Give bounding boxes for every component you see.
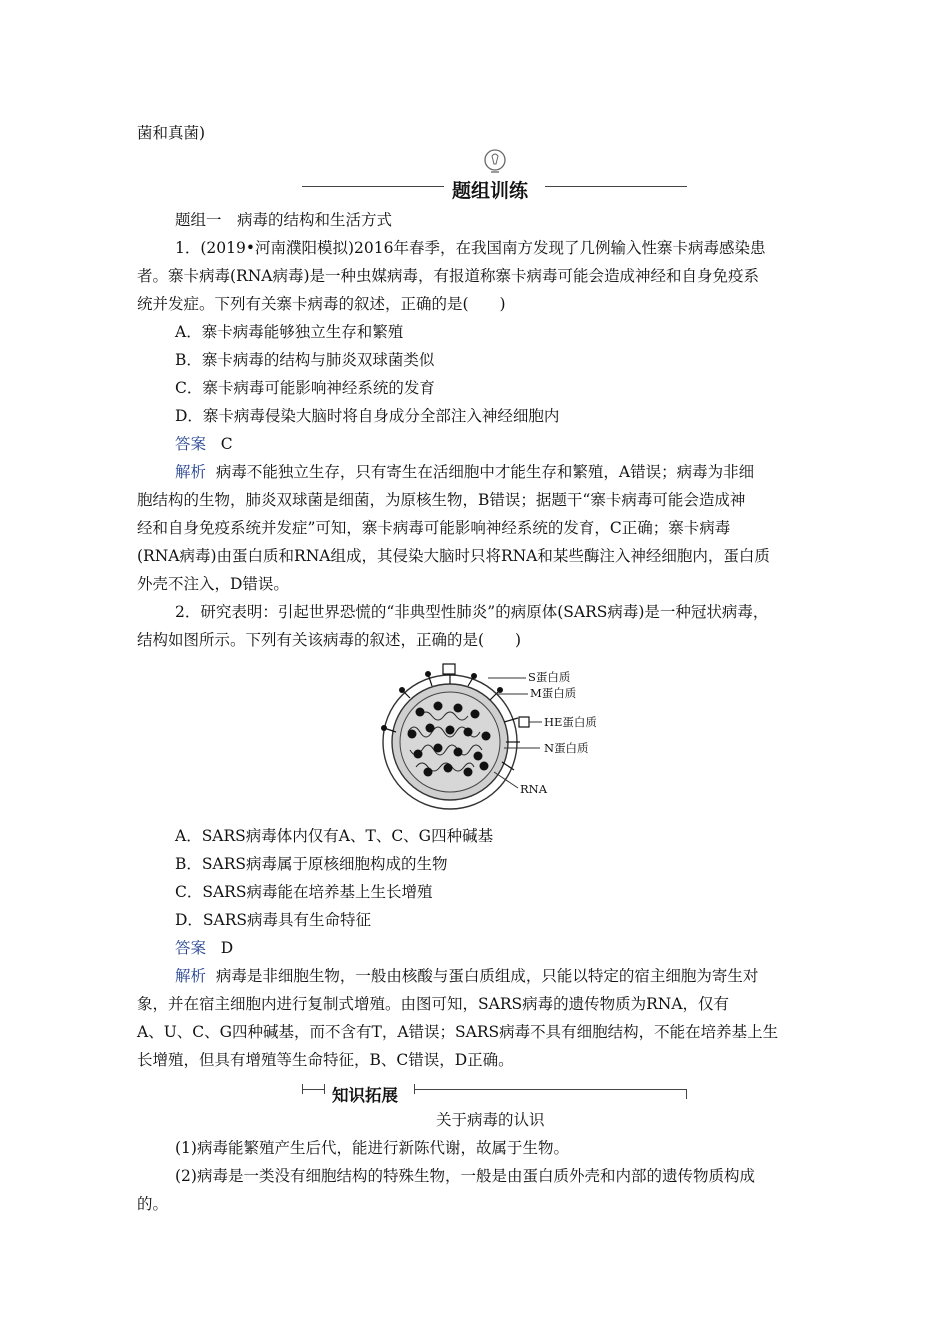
q2-answer <box>175 938 233 958</box>
label-s-protein: S蛋白质 <box>528 670 571 684</box>
box-rule-left <box>302 1089 324 1090</box>
q1-option-a: A．寨卡病毒能够独立生存和繁殖 <box>175 323 404 341</box>
q1-line: 统并发症。下列有关寨卡病毒的叙述，正确的是( ) <box>137 295 506 313</box>
q2-option-b: B．SARS病毒属于原核细胞构成的生物 <box>175 855 448 873</box>
q1-analysis-line: 胞结构的生物，肺炎双球菌是细菌，为原核生物，B错误；据题干“寨卡病毒可能会造成神 <box>137 491 746 509</box>
analysis-label: 解析 <box>175 463 207 481</box>
q1-option-c: C．寨卡病毒可能影响神经系统的发育 <box>175 379 435 397</box>
label-n-protein: N蛋白质 <box>544 741 589 755</box>
q2-line: 2．研究表明：引起世界恐慌的“非典型性肺炎”的病原体(SARS病毒)是一种冠状病毒， <box>175 603 769 621</box>
label-rna: RNA <box>520 782 548 796</box>
analysis-label: 解析 <box>175 967 207 985</box>
box-rule-right <box>414 1089 686 1090</box>
box-tick <box>324 1084 325 1094</box>
answer-label: 答案 <box>175 435 207 453</box>
q2-analysis-line: A、U、C、G四种碱基，而不含有T，A错误；SARS病毒不具有细胞结构，不能在培养基上生 <box>137 1023 779 1041</box>
section-title: 题组训练 <box>452 180 529 202</box>
box-edge-right <box>686 1089 687 1099</box>
sars-virus-diagram <box>380 662 620 812</box>
label-he-protein: HE蛋白质 <box>544 715 597 729</box>
knowledge-subtitle: 关于病毒的认识 <box>436 1111 545 1129</box>
knowledge-title: 知识拓展 <box>332 1086 398 1105</box>
q1-analysis-line: 外壳不注入，D错误。 <box>137 575 289 593</box>
answer-value: C <box>220 435 233 453</box>
q2-analysis-line: 长增殖，但具有增殖等生命特征，B、C错误，D正确。 <box>137 1051 514 1069</box>
q1-line: 1．(2019•河南濮阳模拟)2016年春季，在我国南方发现了几例输入性寨卡病毒感染患 <box>175 239 766 257</box>
q2-analysis-line: 象，并在宿主细胞内进行复制式增殖。由图可知，SARS病毒的遗传物质为RNA，仅有 <box>137 995 730 1013</box>
knowledge-point: (2)病毒是一类没有细胞结构的特殊生物，一般是由蛋白质外壳和内部的遗传物质构成 <box>175 1167 755 1185</box>
lightbulb-icon <box>482 148 508 176</box>
q1-analysis-line: 经和自身免疫系统并发症”可知，寨卡病毒可能影响神经系统的发育，C正确；寨卡病毒 <box>137 519 731 537</box>
answer-value: D <box>220 939 234 957</box>
q1-line: 者。寨卡病毒(RNA病毒)是一种虫媒病毒，有报道称寨卡病毒可能会造成神经和自身免疫系 <box>137 267 760 285</box>
q1-option-b: B．寨卡病毒的结构与肺炎双球菌类似 <box>175 351 435 369</box>
q2-analysis-line <box>175 966 758 986</box>
analysis-text: 病毒不能独立生存，只有寄生在活细胞中才能生存和繁殖，A错误；病毒为非细 <box>215 463 755 481</box>
divider-left <box>302 186 444 187</box>
q1-answer <box>175 434 233 454</box>
q1-option-d: D．寨卡病毒侵染大脑时将自身成分全部注入神经细胞内 <box>175 407 560 425</box>
q2-option-d: D．SARS病毒具有生命特征 <box>175 911 372 929</box>
q2-line: 结构如图所示。下列有关该病毒的叙述，正确的是( ) <box>137 631 522 649</box>
knowledge-point: (1)病毒能繁殖产生后代，能进行新陈代谢，故属于生物。 <box>175 1139 569 1157</box>
group-title: 题组一 病毒的结构和生活方式 <box>175 211 393 229</box>
q2-option-a: A．SARS病毒体内仅有A、T、C、G四种碱基 <box>175 827 494 845</box>
q2-option-c: C．SARS病毒能在培养基上生长增殖 <box>175 883 433 901</box>
answer-label: 答案 <box>175 939 207 957</box>
analysis-text: 病毒是非细胞生物，一般由核酸与蛋白质组成，只能以特定的宿主细胞为寄生对 <box>215 967 759 985</box>
knowledge-point: 的。 <box>137 1195 169 1213</box>
q1-analysis-line: (RNA病毒)由蛋白质和RNA组成，其侵染大脑时只将RNA和某些酶注入神经细胞内，蛋白质 <box>137 547 770 565</box>
divider-right <box>545 186 687 187</box>
q1-analysis-line <box>175 462 754 482</box>
label-m-protein: M蛋白质 <box>530 686 577 700</box>
continuation-text: 菌和真菌) <box>137 124 206 142</box>
